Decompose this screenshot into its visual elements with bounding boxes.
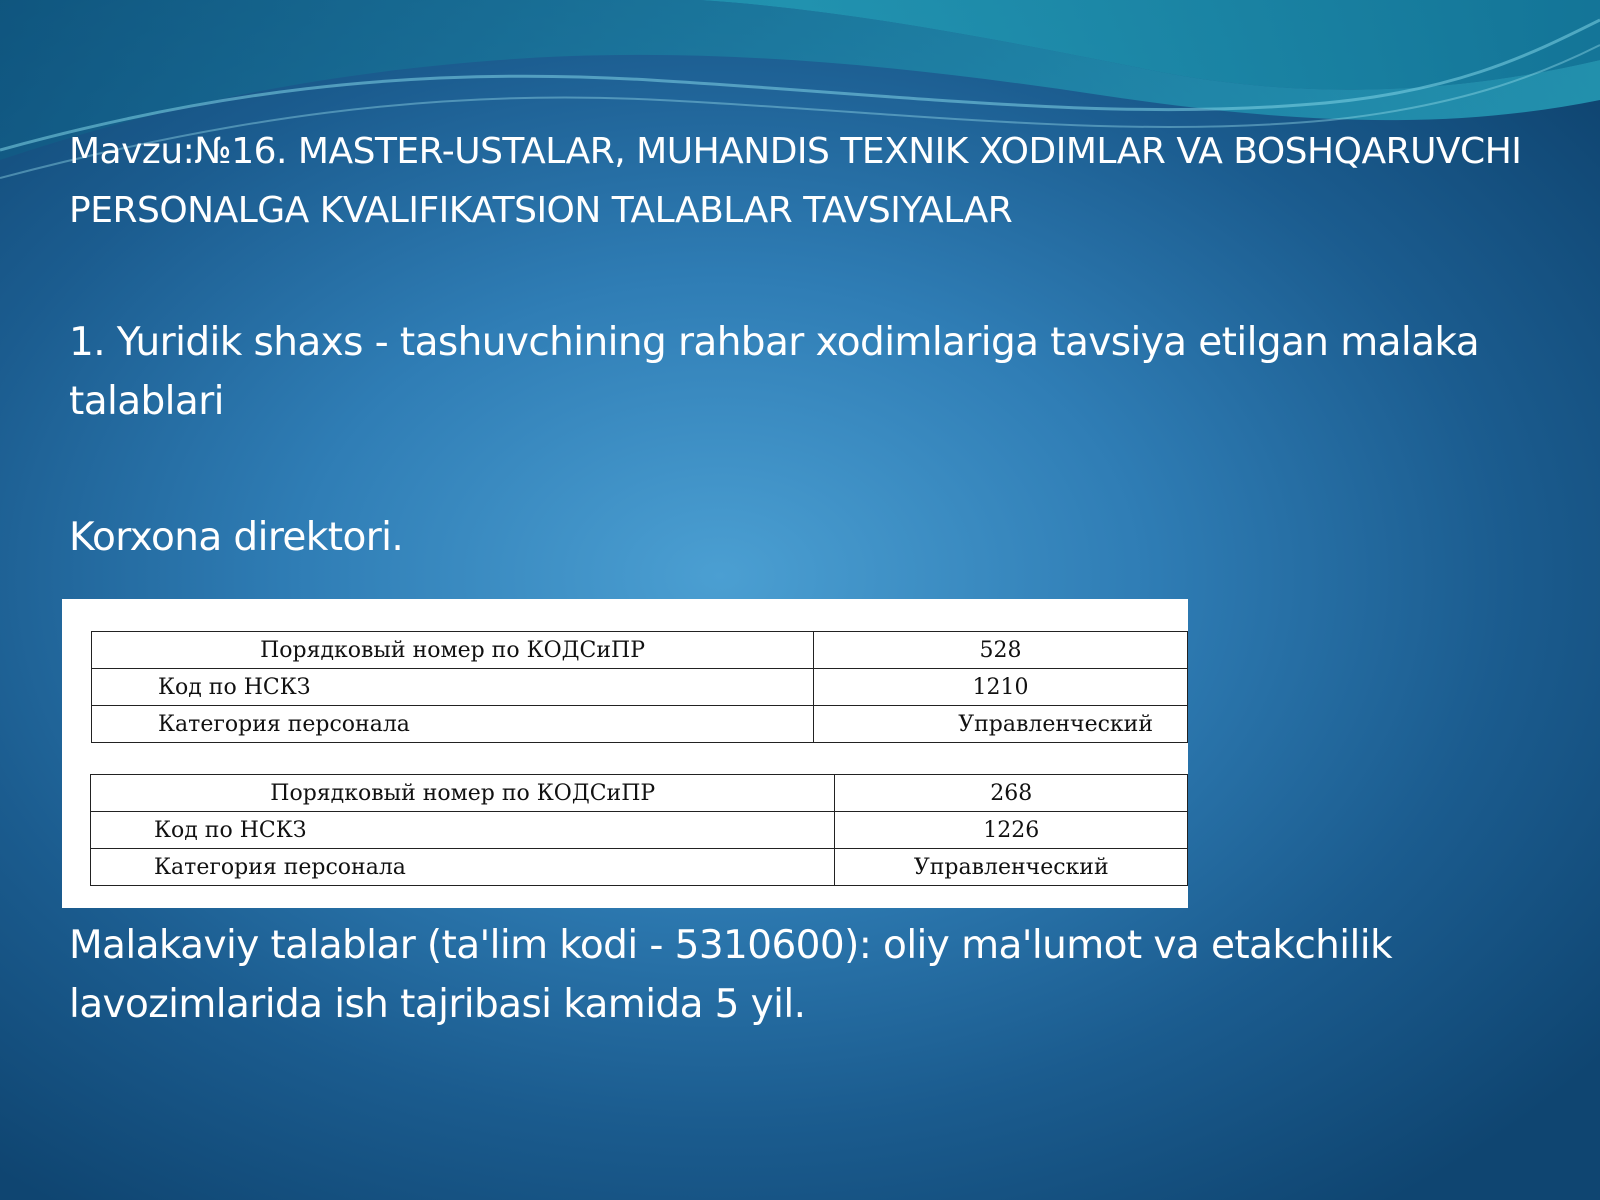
classification-tables-panel	[62, 599, 1188, 908]
table-cell-value: Управленческий	[814, 706, 1188, 743]
table-cell-value: 268	[835, 775, 1188, 812]
table-row	[92, 669, 1188, 706]
table-cell-label: Категория персонала	[91, 849, 835, 886]
slide-subtitle: 1. Yuridik shaxs - tashuvchining rahbar xodimlariga tavsiya etilgan malaka talablari	[69, 320, 1480, 424]
table-cell-label: Код по НСКЗ	[92, 669, 814, 706]
table-row	[91, 812, 1188, 849]
table-cell-label: Код по НСКЗ	[91, 812, 835, 849]
table-cell-value: 1210	[814, 669, 1188, 706]
classification-table-2	[90, 774, 1188, 886]
table-cell-value: 528	[814, 632, 1188, 669]
role-heading: Korxona direktori.	[69, 515, 404, 560]
table-row	[92, 632, 1188, 669]
table-cell-label: Категория персонала	[92, 706, 814, 743]
table-cell-label: Порядковый номер по КОДСиПР	[91, 775, 835, 812]
classification-table-1	[91, 631, 1188, 743]
table-cell-value: Управленческий	[835, 849, 1188, 886]
slide-title: Mavzu:№16. MASTER-USTALAR, MUHANDIS TEXNIK XODIMLAR VA BOSHQARUVCHI PERSONALGA KVALIFIKATSION TALABLAR TAVSIYALAR	[69, 131, 1522, 231]
table-row	[91, 775, 1188, 812]
table-row	[92, 706, 1188, 743]
qualification-requirements: Malakaviy talablar (ta'lim kodi - 5310600): oliy ma'lumot va etakchilik lavozimlarida ish tajribasi kamida 5 yil.	[69, 923, 1392, 1027]
table-cell-value: 1226	[835, 812, 1188, 849]
table-cell-label: Порядковый номер по КОДСиПР	[92, 632, 814, 669]
table-row	[91, 849, 1188, 886]
